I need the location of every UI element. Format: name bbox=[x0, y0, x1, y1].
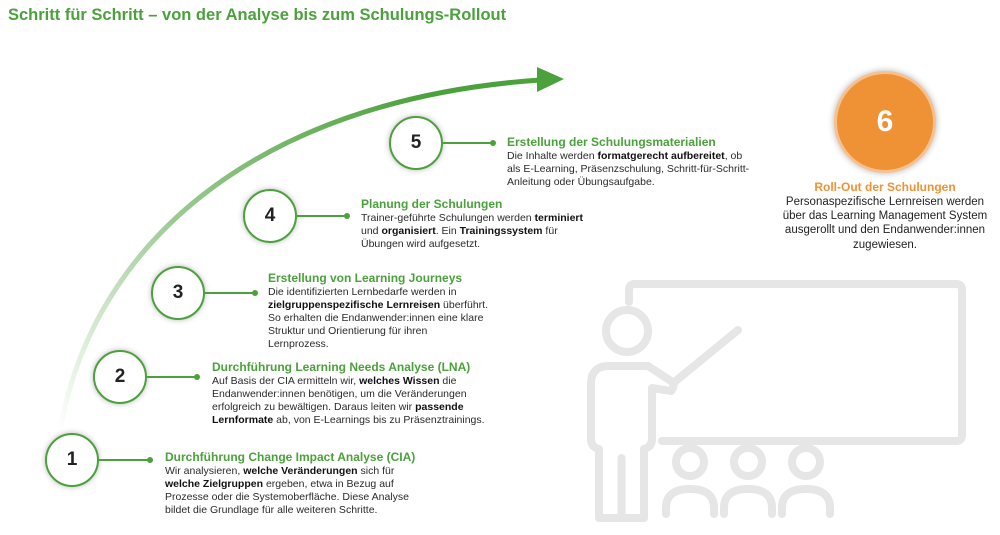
description-line bbox=[165, 491, 415, 504]
step-text bbox=[361, 197, 583, 251]
step-title: Durchführung Change Impact Analyse (CIA) bbox=[165, 450, 416, 464]
final-step-number: 6 bbox=[876, 105, 894, 138]
description-line bbox=[507, 150, 749, 163]
whiteboard bbox=[629, 284, 962, 441]
description-line bbox=[165, 478, 415, 491]
step-description bbox=[165, 465, 415, 517]
student-shoulders bbox=[782, 489, 830, 514]
description-line bbox=[361, 238, 583, 251]
description-text: Lernprozess. bbox=[268, 338, 329, 350]
description-line bbox=[770, 223, 1000, 237]
student-head bbox=[734, 448, 762, 476]
final-step-number-circle bbox=[834, 71, 936, 173]
description-line bbox=[268, 325, 488, 338]
description-text: Prozesse oder die Systemoberfläche. Diese Analyse bbox=[165, 491, 409, 503]
description-text: sich für bbox=[357, 465, 395, 477]
step-number-circle bbox=[93, 350, 147, 404]
description-text: Struktur und Orientierung für ihren bbox=[268, 325, 428, 337]
student-head bbox=[792, 448, 820, 476]
description-text: So erhalten die Endanwender:innen eine klare bbox=[268, 312, 484, 324]
connector-dot bbox=[252, 290, 258, 296]
description-line bbox=[268, 286, 488, 299]
step-number-circle bbox=[45, 433, 99, 487]
emphasis-text: welches Wissen bbox=[359, 375, 440, 387]
connector-dot bbox=[147, 457, 153, 463]
description-text: bildet die Grundlage für alle weiteren Schritte. bbox=[165, 504, 378, 516]
connector-line bbox=[205, 292, 255, 294]
connector-line bbox=[99, 459, 150, 461]
step-number: 2 bbox=[114, 366, 126, 387]
description-line bbox=[212, 375, 485, 388]
description-line bbox=[165, 465, 415, 478]
connector-line bbox=[443, 142, 493, 144]
step-description bbox=[212, 375, 485, 427]
connector-dot bbox=[490, 140, 496, 146]
emphasis-text: formatgerecht aufbereitet bbox=[597, 150, 725, 162]
description-line bbox=[770, 209, 1000, 223]
final-step-title: Roll-Out der Schulungen bbox=[814, 180, 956, 194]
connector-line bbox=[147, 376, 197, 378]
description-line bbox=[165, 504, 415, 517]
emphasis-text: Trainingssystem bbox=[459, 225, 543, 237]
description-line bbox=[770, 195, 1000, 209]
emphasis-text: Lernformate bbox=[212, 414, 274, 426]
step-text bbox=[165, 450, 415, 517]
description-line bbox=[361, 225, 583, 238]
description-text: Übungen wird aufgesetzt. bbox=[361, 238, 481, 250]
step-number-circle bbox=[389, 116, 443, 170]
emphasis-text: terminiert bbox=[534, 212, 583, 224]
connector-dot bbox=[344, 213, 350, 219]
description-text: über das Learning Management System bbox=[782, 210, 988, 223]
description-text: als E-Learning, Präsenzschulung, Schritt-für-Schritt- bbox=[507, 163, 750, 175]
step-number: 3 bbox=[172, 282, 184, 303]
step-description bbox=[507, 150, 749, 189]
step-text bbox=[268, 271, 488, 351]
student-shoulders bbox=[724, 489, 772, 514]
step-text bbox=[507, 135, 749, 189]
student-shoulders bbox=[666, 489, 714, 514]
description-line bbox=[507, 176, 749, 189]
description-text: die bbox=[439, 375, 457, 387]
final-step-text bbox=[770, 180, 1000, 252]
description-text: Die Inhalte werden bbox=[507, 150, 598, 162]
description-line bbox=[212, 401, 485, 414]
emphasis-text: organisiert bbox=[381, 225, 436, 237]
description-line bbox=[212, 388, 485, 401]
step-number: 5 bbox=[410, 132, 422, 153]
step-number-circle bbox=[243, 189, 297, 243]
description-text: ab, von E-Learnings bis zu Präsenztrainings. bbox=[273, 414, 485, 426]
description-text: ausgerollt und den Endanwender:innen bbox=[784, 224, 986, 237]
description-text: für bbox=[542, 225, 558, 237]
description-text: Endanwender:innen benötigen, um die Veränderungen bbox=[212, 388, 467, 400]
description-text: Anleitung oder Übungsaufgabe. bbox=[507, 176, 655, 188]
step-number: 4 bbox=[264, 205, 276, 226]
description-line bbox=[507, 163, 749, 176]
description-text: erfolgreich zu bewältigen. Daraus leiten wir bbox=[212, 401, 416, 413]
step-text bbox=[212, 360, 485, 427]
description-text: , ob bbox=[724, 150, 743, 162]
step-description bbox=[268, 286, 488, 351]
step-number: 1 bbox=[66, 449, 78, 470]
pointer-stick bbox=[672, 330, 738, 384]
description-line bbox=[268, 312, 488, 325]
description-line bbox=[361, 212, 583, 225]
step-description bbox=[361, 212, 583, 251]
emphasis-text: zielgruppenspezifische Lernreisen bbox=[268, 299, 441, 311]
description-line bbox=[212, 414, 485, 427]
connector-line bbox=[297, 215, 347, 217]
description-text: überführt. bbox=[440, 299, 489, 311]
step-number-circle bbox=[151, 266, 205, 320]
emphasis-text: welche Zielgruppen bbox=[165, 478, 264, 490]
description-line bbox=[770, 238, 1000, 252]
final-step-description bbox=[770, 195, 1000, 252]
emphasis-text: passende bbox=[415, 401, 464, 413]
page-title: Schritt für Schritt – von der Analyse bis zum Schulungs-Rollout bbox=[8, 6, 507, 24]
connector-dot bbox=[194, 374, 200, 380]
description-text: zugewiesen. bbox=[853, 238, 917, 251]
description-text: Wir analysieren, bbox=[165, 465, 244, 477]
description-line bbox=[268, 338, 488, 351]
emphasis-text: welche Veränderungen bbox=[243, 465, 358, 477]
teacher-head bbox=[606, 310, 648, 352]
description-text: . Ein bbox=[435, 225, 460, 237]
description-text: Die identifizierten Lernbedarfe werden in bbox=[268, 286, 457, 298]
description-line bbox=[268, 299, 488, 312]
step-title: Durchführung Learning Needs Analyse (LNA) bbox=[212, 360, 471, 374]
step-title: Erstellung der Schulungsmaterialien bbox=[507, 135, 716, 149]
step-title: Erstellung von Learning Journeys bbox=[268, 271, 463, 285]
description-text: Personaspezifische Lernreisen werden bbox=[785, 196, 985, 208]
description-text: Auf Basis der CIA ermitteln wir, bbox=[212, 375, 360, 387]
description-text: ergeben, etwa in Bezug auf bbox=[263, 478, 394, 490]
student-head bbox=[676, 448, 704, 476]
description-text: Trainer-geführte Schulungen werden bbox=[361, 212, 535, 224]
step-title: Planung der Schulungen bbox=[361, 197, 503, 211]
description-text: und bbox=[361, 225, 382, 237]
